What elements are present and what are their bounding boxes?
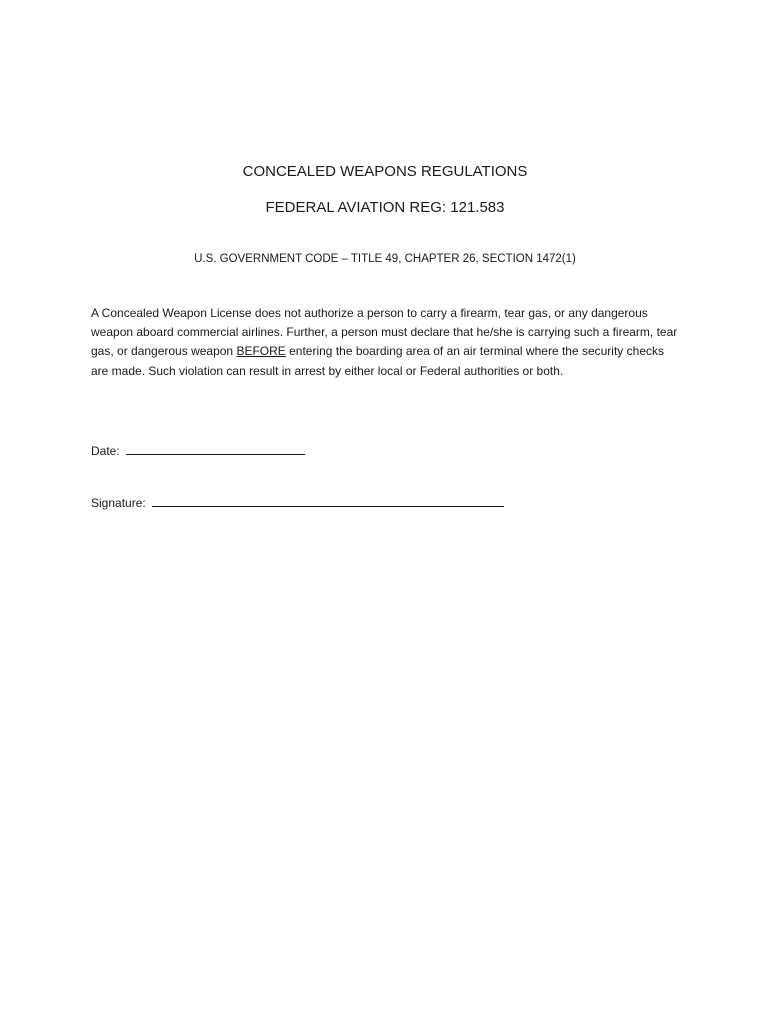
signature-input-line[interactable]	[152, 496, 504, 507]
date-input-line[interactable]	[126, 444, 305, 455]
signature-field	[91, 496, 504, 510]
date-label: Date:	[91, 444, 120, 458]
paragraph-text-part1: A Concealed Weapon License does not authorize a person to carry a firearm, tear gas, or any dangerous weapon aboard commercial airlines. Further, a person must declare that he/she is carrying such a firearm, tear gas, or dangerous weapon	[91, 306, 678, 359]
regulation-paragraph	[91, 304, 683, 381]
code-reference: U.S. GOVERNMENT CODE – TITLE 49, CHAPTER 26, SECTION 1472(1)	[194, 253, 576, 265]
signature-label: Signature:	[91, 496, 146, 510]
paragraph-emphasis: BEFORE	[236, 344, 286, 359]
document-title: CONCEALED WEAPONS REGULATIONS	[242, 163, 528, 180]
date-field	[91, 444, 305, 458]
document-subtitle: FEDERAL AVIATION REG: 121.583	[265, 199, 505, 216]
paragraph-text-part2: entering the boarding area of an air terminal where the security checks are made. Such violation can result in arrest by either local or Federal authorities or both.	[91, 344, 664, 378]
